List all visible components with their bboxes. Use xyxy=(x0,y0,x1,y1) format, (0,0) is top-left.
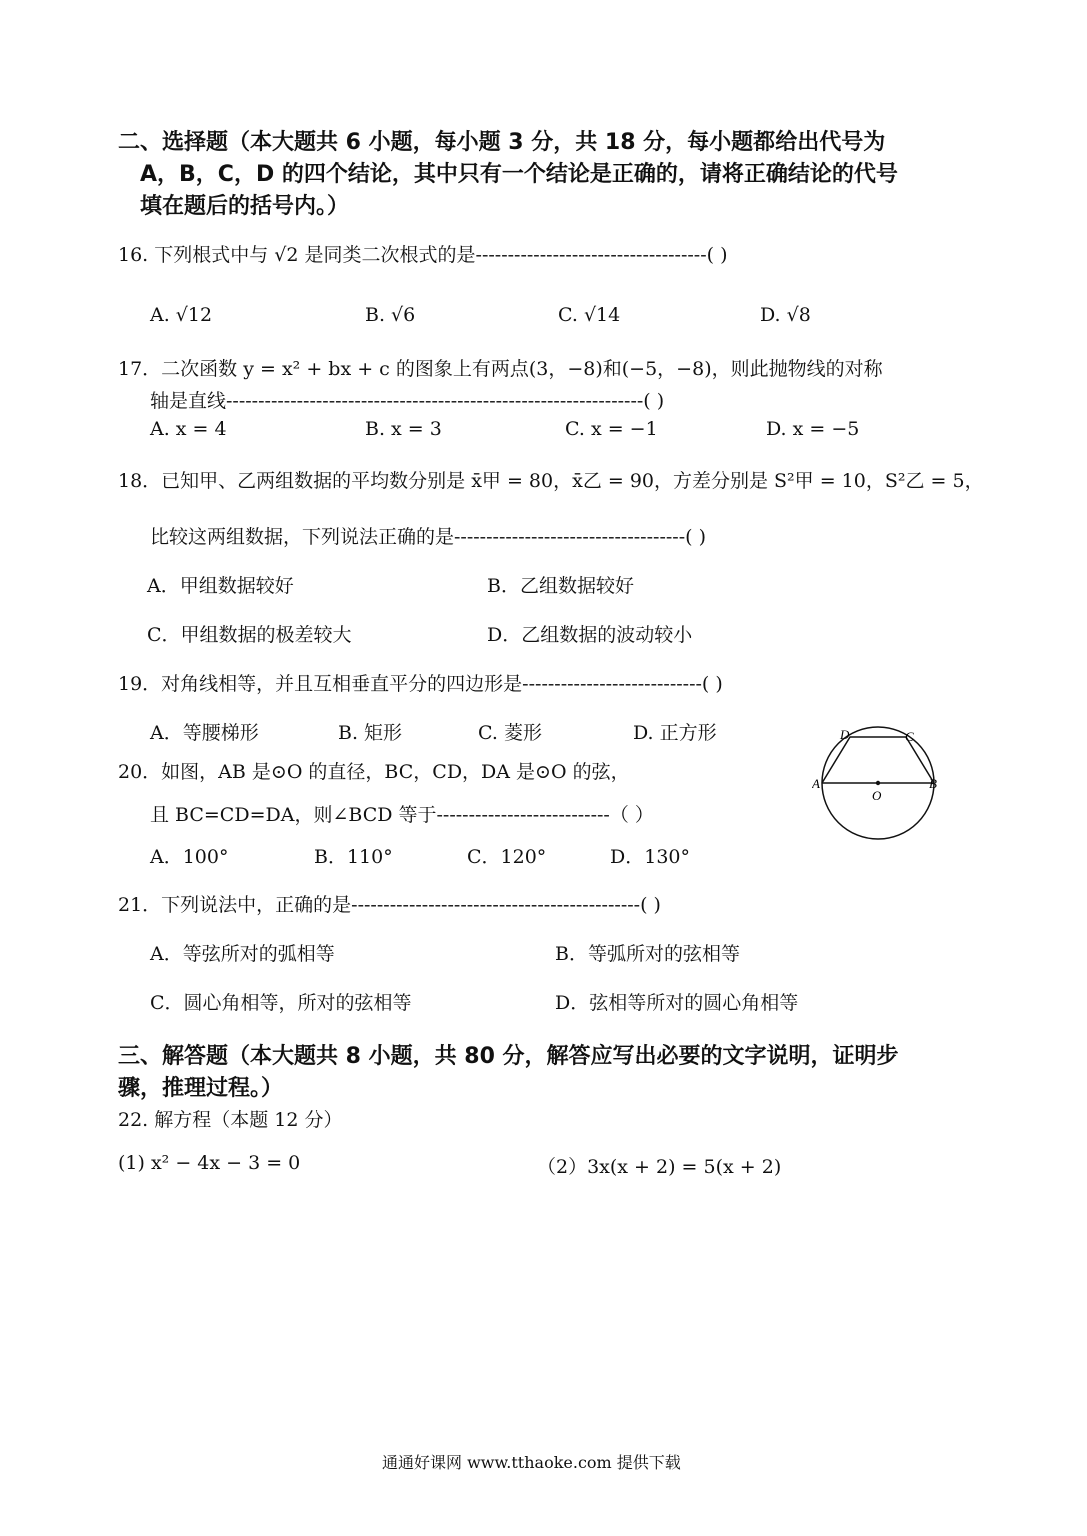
question-19-stem: 19．对角线相等，并且互相垂直平分的四边形是----------------------------( ) xyxy=(118,673,723,695)
q21-option-a: A．等弦所对的弧相等 xyxy=(150,943,335,965)
question-21-stem: 21．下列说法中，正确的是---------------------------------------------( ) xyxy=(118,894,661,916)
q17-option-b: B. x = 3 xyxy=(365,418,442,440)
question-17-stem-line1: 17．二次函数 y = x² + bx + c 的图象上有两点(3，−8)和(−5，−8)，则此抛物线的对称 xyxy=(118,358,883,380)
question-22-stem: 22. 解方程（本题 12 分） xyxy=(118,1109,343,1131)
section-2-title-line2: A，B，C，D 的四个结论，其中只有一个结论是正确的，请将正确结论的代号 xyxy=(140,162,898,187)
label-o: O xyxy=(872,788,882,803)
page-footer: 通通好课网 www.tthaoke.com 提供下载 xyxy=(382,1453,681,1472)
section-3-title-line2: 骤，推理过程。） xyxy=(118,1076,284,1101)
question-20-stem-line1: 20．如图，AB 是⊙O 的直径，BC，CD，DA 是⊙O 的弦， xyxy=(118,761,630,783)
question-16-stem: 16. 下列根式中与 √2 是同类二次根式的是------------------------------------( ) xyxy=(118,244,728,266)
q16-option-a: A. √12 xyxy=(150,304,213,326)
section-2-title-line3: 填在题后的括号内。） xyxy=(140,194,350,219)
q18-option-a: A．甲组数据较好 xyxy=(147,575,294,597)
question-17-stem-line2: 轴是直线-----------------------------------------------------------------( ) xyxy=(150,390,665,412)
q20-option-d: D．130° xyxy=(610,846,690,868)
q16-option-b: B. √6 xyxy=(365,304,416,326)
q17-option-d: D. x = −5 xyxy=(766,418,860,440)
q22-part-1: (1) x² − 4x − 3 = 0 xyxy=(118,1152,301,1174)
label-a: A xyxy=(812,776,820,791)
q20-option-c: C．120° xyxy=(467,846,547,868)
q20-option-b: B．110° xyxy=(314,846,393,868)
q19-option-a: A．等腰梯形 xyxy=(150,722,259,744)
q21-option-d: D．弦相等所对的圆心角相等 xyxy=(555,992,799,1014)
q16-option-c: C. √14 xyxy=(558,304,621,326)
center-point-o xyxy=(876,781,880,785)
q17-option-c: C. x = −1 xyxy=(565,418,658,440)
q22-part-2: （2）3x(x + 2) = 5(x + 2) xyxy=(537,1156,782,1178)
q21-option-b: B．等弧所对的弦相等 xyxy=(555,943,740,965)
question-18-stem-line1: 18．已知甲、乙两组数据的平均数分别是 x̄甲 = 80，x̄乙 = 90，方差分别是 S²甲 = 10，S²乙 = 5， xyxy=(118,470,984,492)
question-20-stem-line2: 且 BC=CD=DA，则∠BCD 等于---------------------------（ ） xyxy=(150,804,654,826)
section-3-title-line1: 三、解答题（本大题共 8 小题，共 80 分，解答应写出必要的文字说明，证明步 xyxy=(118,1044,899,1069)
q19-option-b: B. 矩形 xyxy=(338,722,403,744)
q17-option-a: A. x = 4 xyxy=(150,418,227,440)
q18-option-c: C．甲组数据的极差较大 xyxy=(147,624,352,646)
q20-option-a: A．100° xyxy=(150,846,229,868)
q18-option-b: B．乙组数据较好 xyxy=(487,575,634,597)
label-c: C xyxy=(905,729,914,744)
q19-option-d: D. 正方形 xyxy=(633,722,717,744)
circle-diagram xyxy=(812,722,947,867)
label-d: D xyxy=(840,727,850,742)
q18-option-d: D．乙组数据的波动较小 xyxy=(487,624,693,646)
q19-option-c: C. 菱形 xyxy=(478,722,542,744)
q21-option-c: C．圆心角相等，所对的弦相等 xyxy=(150,992,412,1014)
section-2-title-line1: 二、选择题（本大题共 6 小题，每小题 3 分，共 18 分，每小题都给出代号为 xyxy=(118,130,886,155)
q16-option-d: D. √8 xyxy=(760,304,811,326)
question-18-stem-line2: 比较这两组数据，下列说法正确的是------------------------------------( ) xyxy=(150,526,706,548)
label-b: B xyxy=(929,776,937,791)
